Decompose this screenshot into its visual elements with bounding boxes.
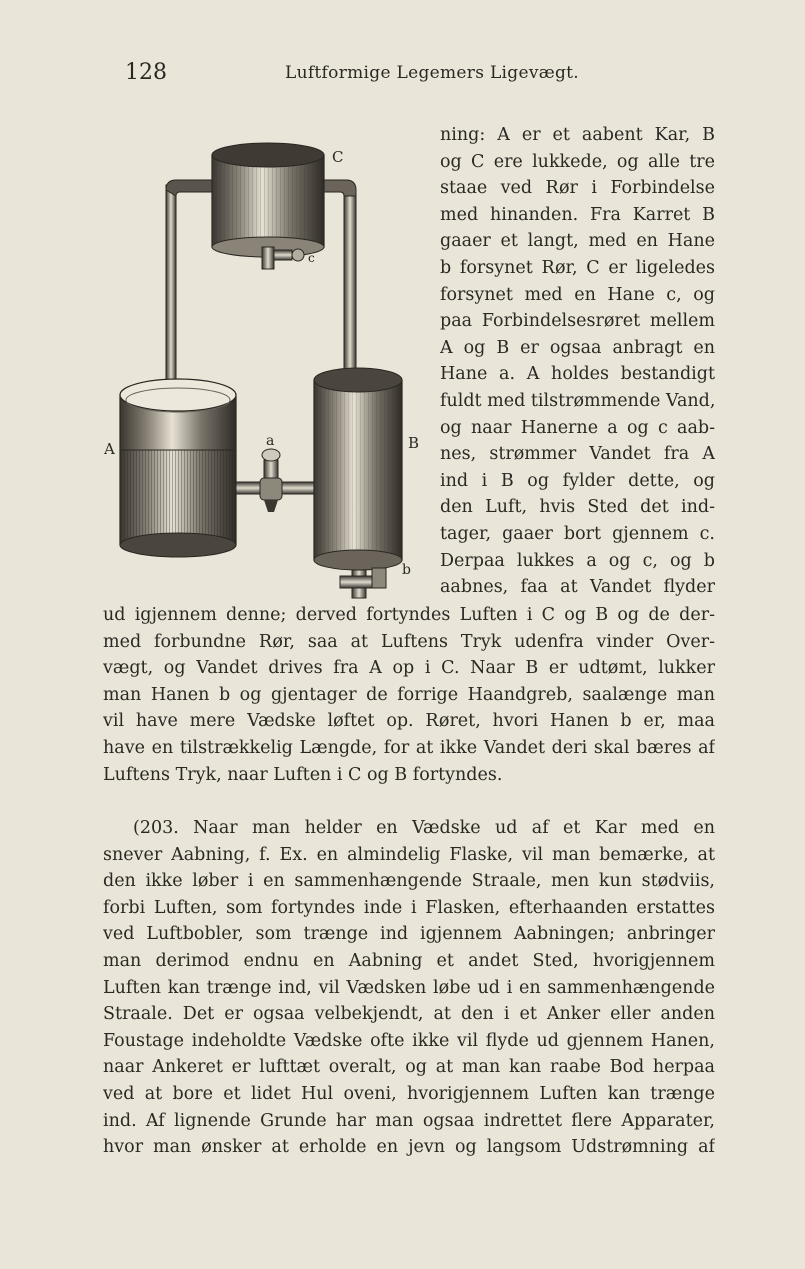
text-line: med hinanden. Fra Karret B — [440, 204, 715, 225]
text-line: (203. Naar man helder en Vædske ud af et Kar med en — [133, 818, 715, 838]
text-line: Luften kan trænge ind, vil Vædsken løbe ud i en sammenhængende — [103, 977, 715, 998]
text-line: nes, strømmer Vandet fra A — [440, 444, 715, 465]
label-c-tap: c — [308, 251, 315, 265]
apparatus-illustration — [100, 130, 430, 600]
text-line: forsynet med en Hane c, og — [440, 284, 715, 305]
text-line: aabnes, faa at Vandet flyder — [440, 577, 715, 598]
text-line: fuldt med tilstrømmende Vand, — [440, 390, 715, 411]
label-a-tap: a — [266, 433, 275, 449]
text-line: ved at bore et lidet Hul oveni, hvorigjennem Luften kan trænge — [103, 1083, 715, 1104]
text-line: Straale. Det er ogsaa velbekjendt, at den i et Anker eller anden — [103, 1004, 715, 1025]
text-line: den ikke løber i en sammenhængende Straale, men kun stødviis, — [103, 871, 715, 892]
text-line: vil have mere Vædske løftet op. Røret, hvori Hanen b er, maa — [103, 711, 715, 732]
text-line: og naar Hanerne a og c aab- — [440, 417, 715, 438]
paragraph-203 — [103, 815, 715, 1161]
label-b-vessel: B — [408, 434, 420, 452]
label-a-vessel: A — [104, 440, 115, 458]
label-b-tap: b — [402, 562, 411, 578]
text-line: Hane a. A holdes bestandigt — [440, 364, 715, 385]
pipe-c-to-a — [166, 180, 218, 385]
vessel-b — [314, 368, 402, 598]
pipe-a-to-b — [236, 449, 316, 512]
text-line: den Luft, hvis Sted det ind- — [440, 497, 715, 518]
apparatus-figure — [100, 130, 430, 600]
text-line: ved Luftbobler, som trænge ind igjennem Aabningen; anbringer — [103, 924, 715, 945]
text-line: gaaer et langt, med en Hane — [440, 231, 715, 252]
text-line: man derimod endnu en Aabning et andet Sted, hvorigjennem — [103, 950, 715, 971]
page-number: 128 — [125, 60, 167, 85]
text-line: ning: A er et aabent Kar, B — [440, 125, 715, 145]
text-line: A og B er ogsaa anbragt en — [440, 337, 715, 358]
text-line: vægt, og Vandet drives fra A op i C. Naar B er udtømt, lukker — [103, 658, 715, 679]
text-line: b forsynet Rør, C er ligeledes — [440, 257, 715, 278]
text-line: have en tilstrækkelig Længde, for at ikke Vandet deri skal bæres af — [103, 737, 715, 758]
text-line: naar Ankeret er lufttæt overalt, og at man kan raabe Bod herpaa — [103, 1057, 715, 1078]
vessel-a — [120, 379, 236, 557]
text-beside-figure — [440, 122, 715, 601]
text-line: staae ved Rør i Forbindelse — [440, 178, 715, 199]
label-c-vessel: C — [332, 148, 344, 166]
text-line: ud igjennem denne; derved fortyndes Luften i C og B og de der- — [103, 605, 715, 625]
text-line: og C ere lukkede, og alle tre — [440, 151, 715, 172]
text-line: tager, gaaer bort gjennem c. — [440, 523, 715, 544]
text-line: forbi Luften, som fortyndes inde i Flasken, efterhaanden erstattes — [103, 897, 715, 918]
page-header — [125, 60, 715, 90]
text-line: med forbundne Rør, saa at Luftens Tryk udenfra vinder Over- — [103, 631, 715, 652]
text-line: Derpaa lukkes a og c, og b — [440, 550, 715, 571]
text-line: Luftens Tryk, naar Luften i C og B fortyndes. — [103, 764, 503, 785]
text-below-figure — [103, 602, 715, 788]
text-line: paa Forbindelsesrøret mellem — [440, 311, 715, 332]
text-line: snever Aabning, f. Ex. en almindelig Flaske, vil man bemærke, at — [103, 844, 715, 865]
text-line: man Hanen b og gjentager de forrige Haandgreb, saalænge man — [103, 684, 715, 705]
text-line: ind. Af lignende Grunde har man ogsaa indrettet flere Apparater, — [103, 1110, 715, 1131]
running-title: Luftformige Legemers Ligevægt. — [285, 63, 580, 83]
text-line: hvor man ønsker at erholde en jevn og langsom Udstrømning af — [103, 1137, 715, 1158]
text-line: ind i B og fylder dette, og — [440, 470, 715, 491]
text-line: Foustage indeholdte Vædske ofte ikke vil flyde ud gjennem Hanen, — [103, 1030, 715, 1051]
